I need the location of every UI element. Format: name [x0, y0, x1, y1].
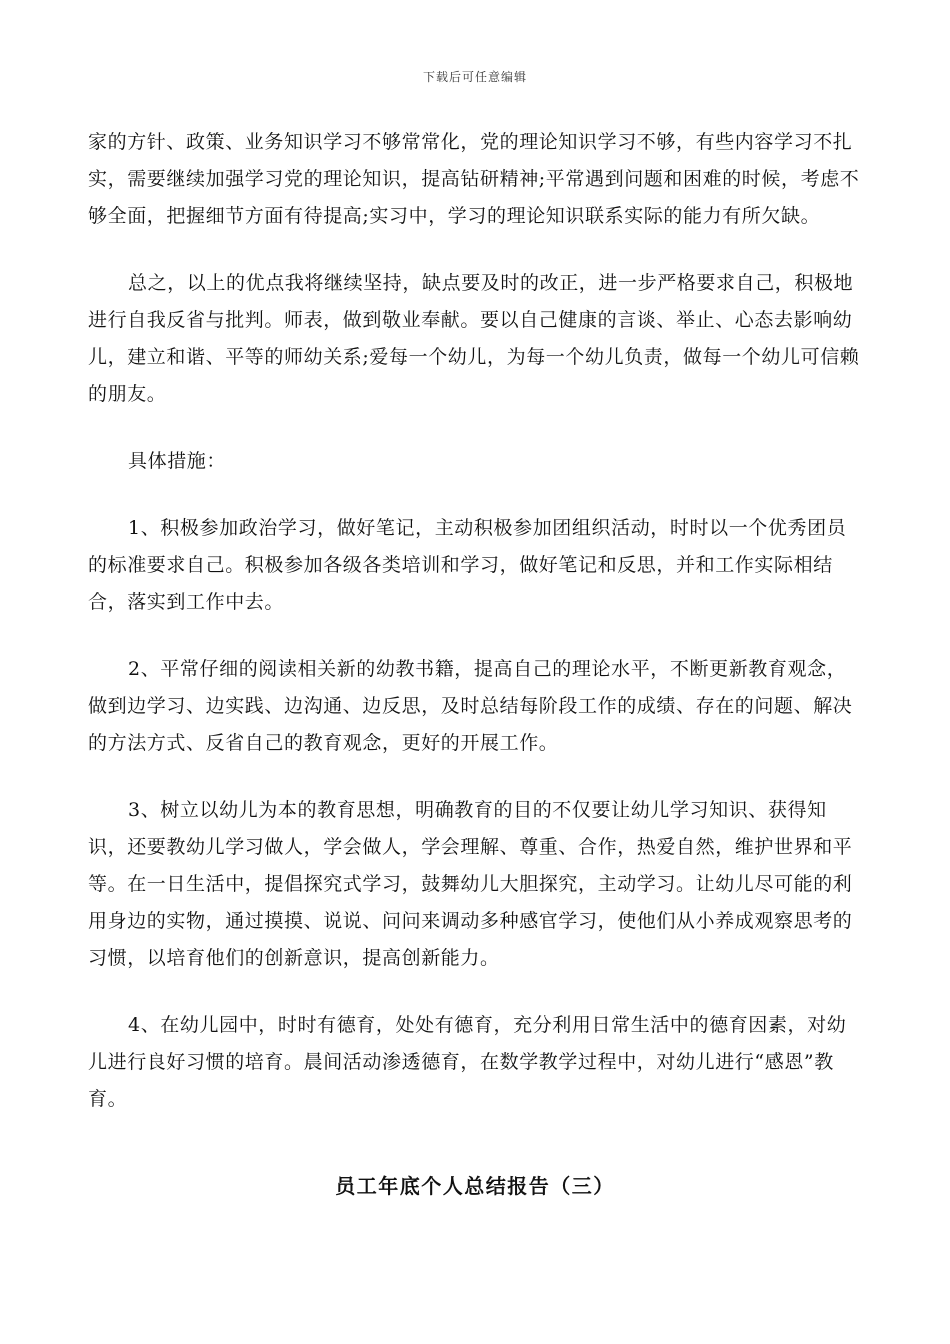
paragraph-measure-4: 4、在幼儿园中，时时有德育，处处有德育，充分利用日常生活中的德育因素，对幼儿进行良好习惯的培育。晨间活动渗透德育，在数学教学过程中，对幼儿进行“感恩”教育。 — [88, 1014, 847, 1110]
paragraph-continuation: 家的方针、政策、业务知识学习不够常常化，党的理论知识学习不够，有些内容学习不扎实，需要继续加强学习党的理论知识，提高钻研精神;平常遇到问题和困难的时候，考虑不够全面，把握细节方面有待提高;实习中，学习的理论知识联系实际的能力有所欠缺。 — [88, 131, 860, 227]
document-body — [88, 124, 862, 1148]
page-header-note: 下载后可任意编辑 — [422, 70, 527, 84]
paragraph-summary: 总之，以上的优点我将继续坚持，缺点要及时的改正，进一步严格要求自己，积极地进行自我反省与批判。师表，做到敬业奉献。要以自己健康的言谈、举止、心态去影响幼儿，建立和谐、平等的师幼关系;爱每一个幼儿，为每一个幼儿负责，做每一个幼儿可信赖的朋友。 — [88, 272, 860, 405]
paragraph-measures-heading: 具体措施： — [128, 450, 227, 472]
paragraph-measure-1: 1、积极参加政治学习，做好笔记，主动积极参加团组织活动，时时以一个优秀团员的标准要求自己。积极参加各级各类培训和学习，做好笔记和反思，并和工作实际相结合，落实到工作中去。 — [88, 517, 847, 613]
paragraph-measure-2: 2、平常仔细的阅读相关新的幼教书籍，提高自己的理论水平，不断更新教育观念，做到边学习、边实践、边沟通、边反思，及时总结每阶段工作的成绩、存在的问题、解决的方法方式、反省自己的教育观念，更好的开展工作。 — [88, 658, 853, 754]
paragraph-measure-3: 3、树立以幼儿为本的教育思想，明确教育的目的不仅要让幼儿学习知识、获得知识，还要教幼儿学习做人，学会做人，学会理解、尊重、合作，热爱自然，维护世界和平等。在一日生活中，提倡探究式学习，鼓舞幼儿大胆探究，主动学习。让幼儿尽可能的利用身边的实物，通过摸摸、说说、问问来调动多种感官学习，使他们从小养成观察思考的习惯，以培育他们的创新意识，提高创新能力。 — [88, 799, 853, 969]
section-title: 员工年底个人总结报告（三） — [335, 1174, 615, 1198]
